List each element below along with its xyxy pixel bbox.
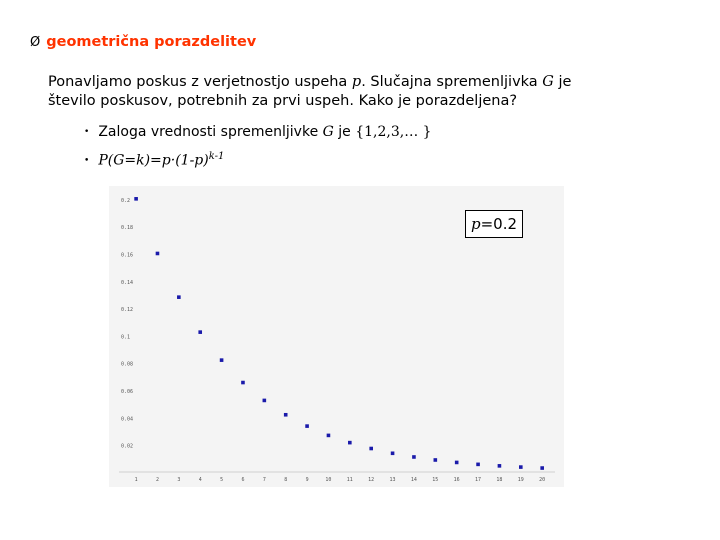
x-tick-label: 11 [346,477,353,483]
data-point [177,295,181,299]
range-text-2: je [333,124,356,140]
legend-value: =0.2 [480,215,518,233]
data-point [327,434,331,438]
intro-text-1: Ponavljamo poskus z verjetnostjo uspeha [48,74,352,90]
x-tick-label: 12 [368,477,375,483]
y-tick-label: 0.08 [121,361,134,368]
x-tick-label: 15 [432,477,439,483]
bullet-dot-icon: • [84,155,90,166]
slide-heading [30,34,256,50]
y-tick-label: 0.18 [121,225,134,232]
data-point [263,399,267,403]
legend-box [465,210,523,238]
range-set: {1,2,3,… } [355,124,432,140]
heading-title: geometrična porazdelitev [46,34,257,50]
x-tick-label: 17 [475,477,482,483]
intro-paragraph [48,73,628,111]
intro-line-2: število poskusov, potrebnih za prvi uspeh. Kako je porazdeljena? [48,93,518,109]
y-tick-label: 0.16 [121,252,134,259]
y-tick-label: 0.2 [121,197,131,204]
x-tick-label: 1 [134,477,138,483]
x-tick-label: 4 [198,477,202,483]
data-point [434,458,438,462]
intro-var-p: p [351,74,362,90]
range-var-g: G [322,124,334,140]
x-tick-label: 10 [325,477,332,483]
y-tick-label: 0.1 [121,334,131,341]
data-point [156,252,160,256]
data-point [284,413,288,417]
data-point [412,455,416,459]
data-point [455,461,459,465]
x-tick-label: 8 [284,477,288,483]
intro-text-2: . Slučajna spremenljivka [361,74,543,90]
data-point [519,465,523,469]
y-tick-label: 0.06 [121,389,134,396]
data-point [198,330,202,334]
data-point [305,424,309,428]
x-tick-label: 6 [241,477,245,483]
data-point [476,463,480,467]
bullet-dot-icon: • [84,127,90,137]
intro-text-3: je [553,74,572,90]
data-point [540,466,544,470]
arrow-bullet-icon: Ø [30,34,41,50]
x-tick-label: 13 [389,477,396,483]
data-point [241,381,245,385]
x-tick-label: 20 [539,477,546,483]
y-tick-label: 0.04 [121,416,134,423]
x-tick-label: 3 [177,477,181,483]
y-tick-label: 0.12 [121,307,134,314]
data-point [220,358,224,362]
x-tick-label: 14 [410,477,417,483]
x-tick-label: 16 [453,477,460,483]
bullet-range-text [98,124,431,140]
range-text-1: Zaloga vrednosti spremenljivke [98,124,323,140]
formula-exponent: k-1 [208,151,225,162]
data-point [134,197,138,201]
legend-var-p: p [470,215,481,233]
data-point [348,441,352,445]
intro-line-1 [48,73,628,92]
x-tick-label: 9 [305,477,309,483]
formula-base: P(G=k)=p·(1-p) [98,152,209,169]
data-point [391,451,395,455]
x-tick-label: 18 [496,477,503,483]
x-tick-label: 7 [262,477,266,483]
y-tick-label: 0.14 [121,279,134,286]
data-point [498,464,502,468]
y-tick-label: 0.02 [121,443,134,450]
data-point [369,447,373,451]
x-tick-label: 19 [517,477,524,483]
x-tick-label: 5 [220,477,224,483]
bullet-range [84,124,432,140]
bullet-formula [84,151,224,169]
formula [98,151,224,169]
x-tick-label: 2 [155,477,159,483]
intro-var-g: G [542,74,554,90]
